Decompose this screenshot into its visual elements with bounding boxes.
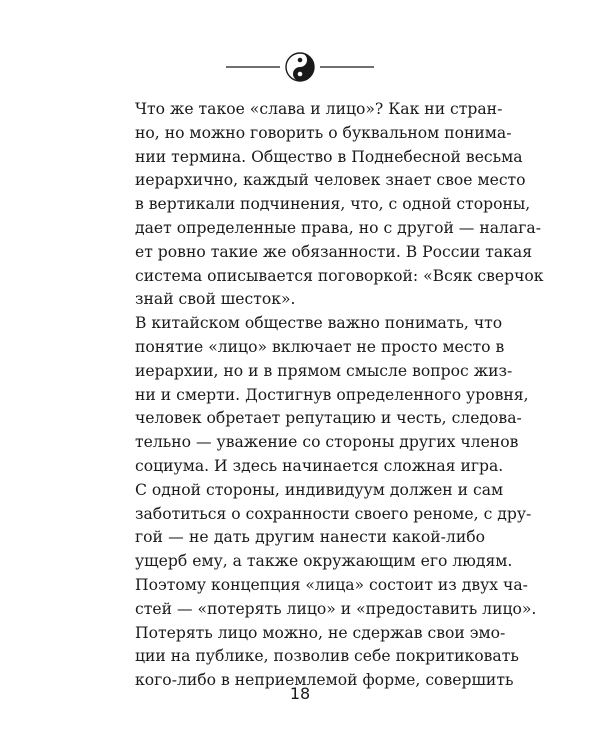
paragraph-3: [117, 622, 519, 693]
text-line: но, но можно говорить о буквальном понима-: [135, 123, 512, 142]
text-line: иерархии, но и в прямом смысле вопрос жиз-: [135, 361, 513, 380]
page-number: 18: [289, 684, 311, 703]
yin-yang-icon: [286, 53, 314, 81]
text-line: дает определенные права, но с другой — налага-: [135, 218, 541, 237]
text-line: В китайском обществе важно понимать, что: [135, 314, 503, 333]
text-line: С одной стороны, индивидуум должен и сам: [135, 480, 504, 499]
text-line: социума. И здесь начинается сложная игра.: [135, 456, 504, 475]
text-line: Поэтому концепция «лица» состоит из двух ча-: [135, 575, 528, 594]
text-line: в вертикали подчинения, что, с одной стороны,: [135, 195, 531, 214]
text-line: понятие «лицо» включает не просто место в: [135, 337, 505, 356]
text-line: ни и смерти. Достигнув определенного уровня,: [135, 385, 529, 404]
text-line: ущерб ему, а также окружающим его людям.: [135, 552, 513, 571]
paragraph-1: [117, 98, 544, 312]
text-line: тельно — уважение со стороны других членов: [135, 433, 519, 452]
text-line: система описывается поговоркой: «Всяк сверчок: [135, 266, 544, 285]
text-line: ет ровно такие же обязанности. В России такая: [135, 242, 533, 261]
text-line: иерархично, каждый человек знает свое место: [135, 171, 526, 190]
paragraph-2: [117, 312, 537, 621]
text-line: кого-либо в неприемлемой форме, совершить: [135, 671, 514, 690]
text-line: заботиться о сохранности своего реноме, с дру-: [135, 504, 532, 523]
text-line: ции на публике, позволив себе покритиковать: [135, 647, 519, 666]
text-line: гой — не дать другим нанести какой-либо: [135, 528, 485, 547]
text-line: человек обретает репутацию и честь, следова-: [135, 409, 522, 428]
text-line: знай свой шесток».: [135, 290, 296, 309]
text-line: Потерять лицо можно, не сдержав свои эмо-: [135, 623, 506, 642]
text-line: Что же такое «слава и лицо»? Как ни стран-: [135, 100, 503, 118]
ornament-svg: [0, 50, 600, 84]
text-line: стей — «потерять лицо» и «предоставить лицо».: [135, 599, 537, 618]
text-line: нии термина. Общество в Поднебесной весьма: [135, 147, 523, 166]
body-text: [117, 98, 544, 693]
chapter-ornament: [0, 50, 600, 84]
